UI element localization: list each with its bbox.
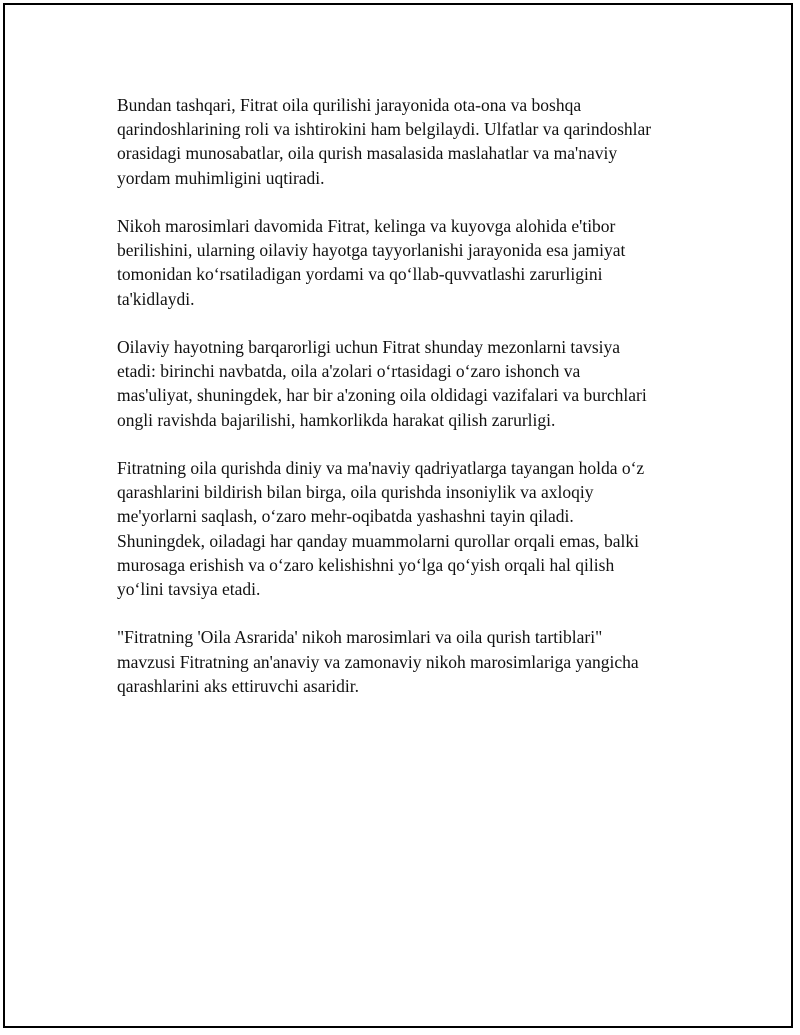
- text-line: mavzusi Fitratning an'anaviy va zamonaviy nikoh marosimlariga yangicha: [117, 651, 639, 672]
- text-line: "Fitratning 'Oila Asrarida' nikoh marosimlari va oila qurish tartiblari": [117, 627, 603, 648]
- text-line: tomonidan koʻrsatiladigan yordami va qoʻllab-quvvatlashi zarurligini: [117, 264, 603, 285]
- text-line: Shuningdek, oiladagi har qanday muammolarni qurollar orqali emas, balki: [117, 530, 639, 551]
- paragraph-3: [117, 335, 687, 432]
- paragraph-4: [117, 456, 687, 601]
- text-line: qarashlarini bildirish bilan birga, oila qurishda insoniylik va axloqiy: [117, 482, 594, 503]
- paragraph-2: [117, 214, 687, 311]
- text-line: Nikoh marosimlari davomida Fitrat, kelinga va kuyovga alohida e'tibor: [117, 216, 616, 236]
- text-line: berilishini, ularning oilaviy hayotga tayyorlanishi jarayonida esa jamiyat: [117, 240, 626, 261]
- text-line: qarindoshlarining roli va ishtirokini ham belgilaydi. Ulfatlar va qarindoshlar: [117, 119, 652, 140]
- text-line: ongli ravishda bajarilishi, hamkorlikda harakat qilish zarurligi.: [117, 409, 556, 430]
- paragraph-1: [117, 93, 687, 190]
- text-line: ta'kidlaydi.: [117, 288, 195, 309]
- text-line: orasidagi munosabatlar, oila qurish masalasida maslahatlar va ma'naviy: [117, 143, 618, 164]
- text-line: etadi: birinchi navbatda, oila a'zolari oʻrtasidagi oʻzaro ishonch va: [117, 361, 581, 382]
- text-line: Bundan tashqari, Fitrat oila qurilishi jarayonida ota-ona va boshqa: [117, 95, 582, 115]
- text-line: Fitratning oila qurishda diniy va ma'naviy qadriyatlarga tayangan holda oʻz: [117, 458, 645, 478]
- paragraph-5: [117, 625, 687, 698]
- text-line: yordam muhimligini uqtiradi.: [117, 167, 325, 188]
- text-line: yoʻlini tavsiya etadi.: [117, 579, 261, 600]
- text-line: mas'uliyat, shuningdek, har bir a'zoning oila oldidagi vazifalari va burchlari: [117, 385, 647, 406]
- text-line: Oilaviy hayotning barqarorligi uchun Fitrat shunday mezonlarni tavsiya: [117, 337, 621, 357]
- text-line: murosaga erishish va oʻzaro kelishishni yoʻlga qoʻyish orqali hal qilish: [117, 554, 615, 575]
- text-line: qarashlarini aks ettiruvchi asaridir.: [117, 675, 360, 696]
- document-body: [117, 93, 687, 722]
- text-line: me'yorlarni saqlash, oʻzaro mehr-oqibatda yashashni tayin qiladi.: [117, 506, 574, 527]
